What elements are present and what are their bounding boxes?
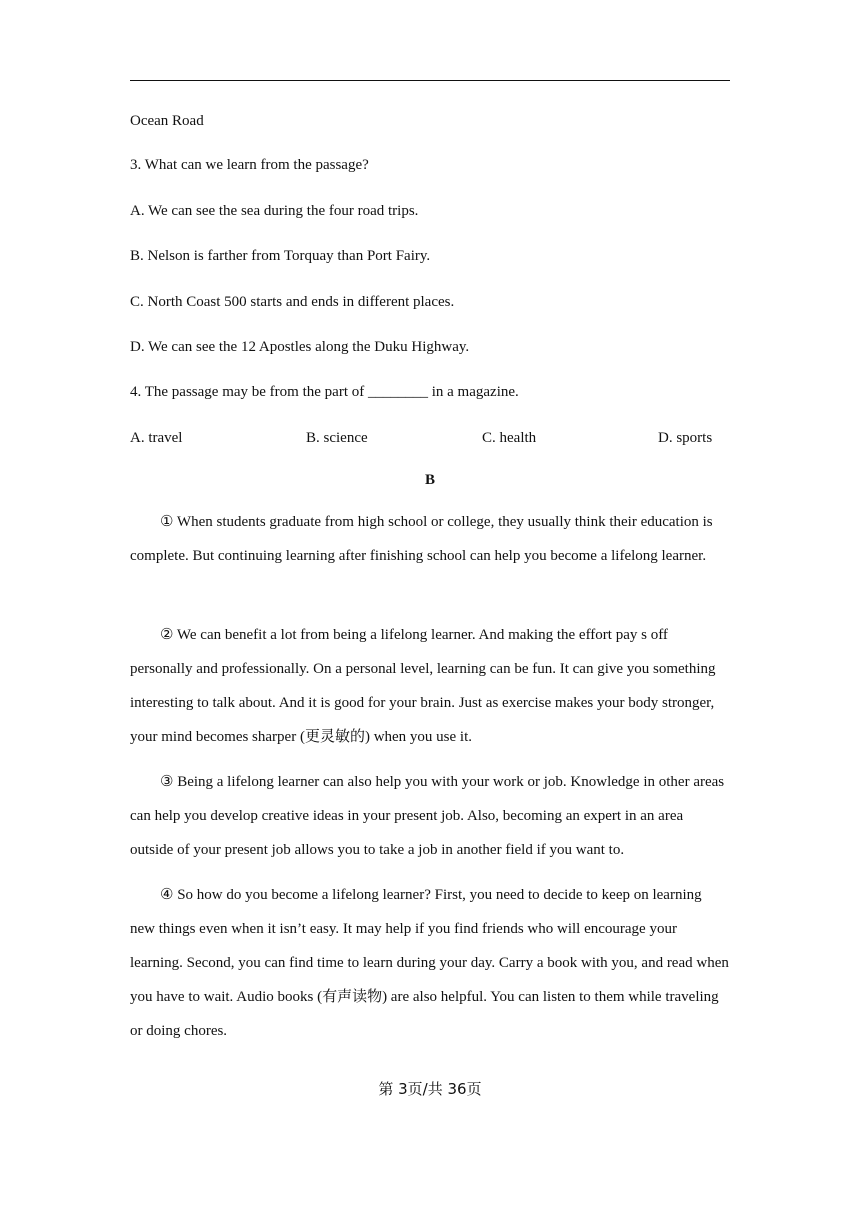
paragraph-4-text: ④ So how do you become a lifelong learner? First, you need to decide to keep on learning new things even when it isn’t easy. It may help if you find friends who will encourage your learning. Second, you can find time to learn during your day. Carry a book with you, and read when you have to wait. Audio books (有声读物) are also helpful. You can listen to them while traveling or doing chores.	[130, 887, 729, 1039]
paragraph-3-text: ③ Being a lifelong learner can also help you with your work or job. Knowledge in other areas can help you develop creative ideas in your present job. Also, becoming an expert in an area outside of your present job allows you to take a job in another field if you want to.	[130, 774, 725, 858]
paragraph-3	[130, 765, 730, 867]
question-3-option-b: B. Nelson is farther from Torquay than Port Fairy.	[130, 248, 431, 264]
continuation-text: Ocean Road	[130, 113, 204, 129]
paragraph-2-text: ② We can benefit a lot from being a lifelong learner. And making the effort pay s off personally and professionally. On a personal level, learning can be fun. It can give you something interesting to talk about. And it is good for your brain. Just as exercise makes your body stronger, your mind becomes sharper (更灵敏的) when you use it.	[130, 627, 716, 745]
question-4-option-b: B. science	[306, 430, 368, 446]
question-3-stem: 3. What can we learn from the passage?	[130, 157, 369, 173]
question-3-option-d: D. We can see the 12 Apostles along the Duku Highway.	[130, 339, 470, 355]
paragraph-4	[130, 878, 730, 1048]
page-footer: 第 3页/共 36页	[378, 1080, 482, 1098]
section-b-heading: B	[424, 472, 435, 488]
question-4-option-a: A. travel	[130, 430, 183, 446]
question-4-option-d: D. sports	[658, 430, 713, 446]
question-4-option-c: C. health	[482, 430, 537, 446]
paragraph-1	[130, 505, 730, 573]
paragraph-1-text: ① When students graduate from high school or college, they usually think their education is complete. But continuing learning after finishing school can help you become a lifelong learner.	[130, 514, 713, 564]
question-4-stem: 4. The passage may be from the part of ________ in a magazine.	[130, 384, 519, 400]
question-3-option-a: A. We can see the sea during the four road trips.	[130, 203, 419, 219]
paragraph-2	[130, 618, 730, 754]
header-rule	[130, 80, 730, 81]
question-3-option-c: C. North Coast 500 starts and ends in different places.	[130, 294, 455, 310]
